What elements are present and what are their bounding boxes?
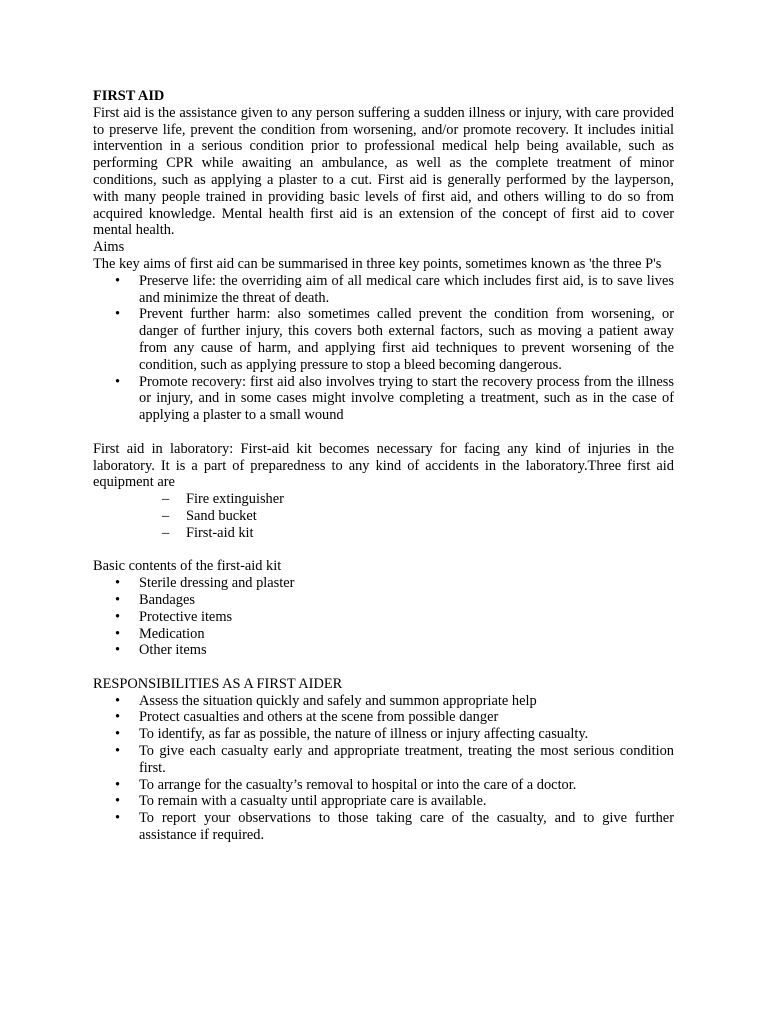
bullet-marker: • [115,272,121,289]
list-item [115,306,674,373]
list-item [115,608,674,626]
list-item-text: To arrange for the casualty’s removal to hospital or into the care of a doctor. [139,776,577,793]
bullet-marker: • [115,726,121,743]
responsibilities-heading: RESPONSIBILITIES AS A FIRST AIDER [93,675,343,692]
responsibilities-list [93,693,674,844]
list-item [115,642,674,659]
dash-marker: – [162,491,170,508]
laboratory-equipment-list [93,491,674,541]
list-item [115,709,674,726]
list-item-text: To give each casualty early and appropriate treatment, treating the most serious condition first. [139,743,674,776]
bullet-marker: • [115,692,121,709]
list-item [115,575,674,592]
spacer [93,659,674,676]
list-item [115,692,674,710]
first-aid-intro-paragraph: First aid is the assistance given to any person suffering a sudden illness or injury, with care provided to preserve life, prevent the condition from worsening, and/or promote recovery. It includes initial intervention in a serious condition prior to professional medical help being available, such as performing CPR while awaiting an ambulance, as well as the complete treatment of minor conditions, such as applying a plaster to a cut. First aid is generally performed by the layperson, with many people trained in providing basic levels of first aid, and others willing to do so from acquired knowledge. Mental health first aid is an extension of the concept of first aid to cover mental health. [93,104,674,239]
list-item-text: Protect casualties and others at the scene from possible danger [139,709,499,726]
list-item [115,373,674,424]
bullet-marker: • [115,608,121,625]
kit-contents-list [93,575,674,659]
list-item-text: Promote recovery: first aid also involves trying to start the recovery process from the illness or injury, and in some cases might involve completing a treatment, such as in the case of applying a plaster to a small wound [139,373,674,424]
bullet-marker: • [115,793,121,810]
bullet-marker: • [115,642,121,659]
bullet-marker: • [115,575,121,592]
kit-contents-heading: Basic contents of the first-aid kit [93,558,282,575]
list-item-text: Prevent further harm: also sometimes called prevent the condition from worsening, or danger of further injury, this covers both external factors, such as moving a patient away from any cause of harm, and applying first aid techniques to prevent worsening of the condition, such as applying pressure to stop a bleed becoming dangerous. [139,306,674,373]
bullet-marker: • [115,709,121,726]
bullet-marker: • [115,373,121,390]
laboratory-paragraph: First aid in laboratory: First-aid kit becomes necessary for facing any kind of injuries in the laboratory. It is a part of preparedness to any kind of accidents in the laboratory.Three first aid equipment are [93,440,674,491]
list-item [115,591,674,609]
list-item [115,776,674,794]
list-item-text: Other items [139,642,207,659]
dash-marker: – [162,524,170,541]
list-item-text: Sterile dressing and plaster [139,575,295,592]
list-item [162,524,674,542]
dash-marker: – [162,507,170,524]
list-item-text: Assess the situation quickly and safely and summon appropriate help [139,692,537,709]
bullet-marker: • [115,625,121,642]
bullet-marker: • [115,306,121,323]
list-item [115,793,674,810]
bullet-marker: • [115,591,121,608]
list-item [115,625,674,643]
spacer [93,424,674,441]
list-item-text: Medication [139,625,205,642]
list-item-text: First-aid kit [186,524,254,541]
document-page [93,88,674,844]
page-title: FIRST AID [93,88,165,104]
list-item-text: Fire extinguisher [186,491,284,508]
bullet-marker: • [115,810,121,827]
aims-list [93,273,674,424]
list-item-text: To identify, as far as possible, the nature of illness or injury affecting casualty. [139,726,589,743]
aims-heading: Aims [93,239,125,256]
list-item-text: Protective items [139,608,233,625]
spacer [93,542,674,559]
list-item-text: Bandages [139,591,195,608]
list-item-text: Preserve life: the overriding aim of all medical care which includes first aid, is to save lives and minimize the threat of death. [139,272,674,306]
list-item [162,491,674,508]
list-item [115,272,674,307]
list-item [162,507,674,525]
list-item [115,726,674,743]
bullet-marker: • [115,743,121,760]
list-item-text: To remain with a casualty until appropriate care is available. [139,793,487,810]
aims-intro-paragraph: The key aims of first aid can be summarised in three key points, sometimes known as 'the three P's [93,255,662,272]
list-item-text: To report your observations to those taking care of the casualty, and to give further assistance if required. [139,810,674,844]
list-item [115,743,674,777]
list-item [115,810,674,844]
list-item-text: Sand bucket [186,507,257,524]
bullet-marker: • [115,776,121,793]
